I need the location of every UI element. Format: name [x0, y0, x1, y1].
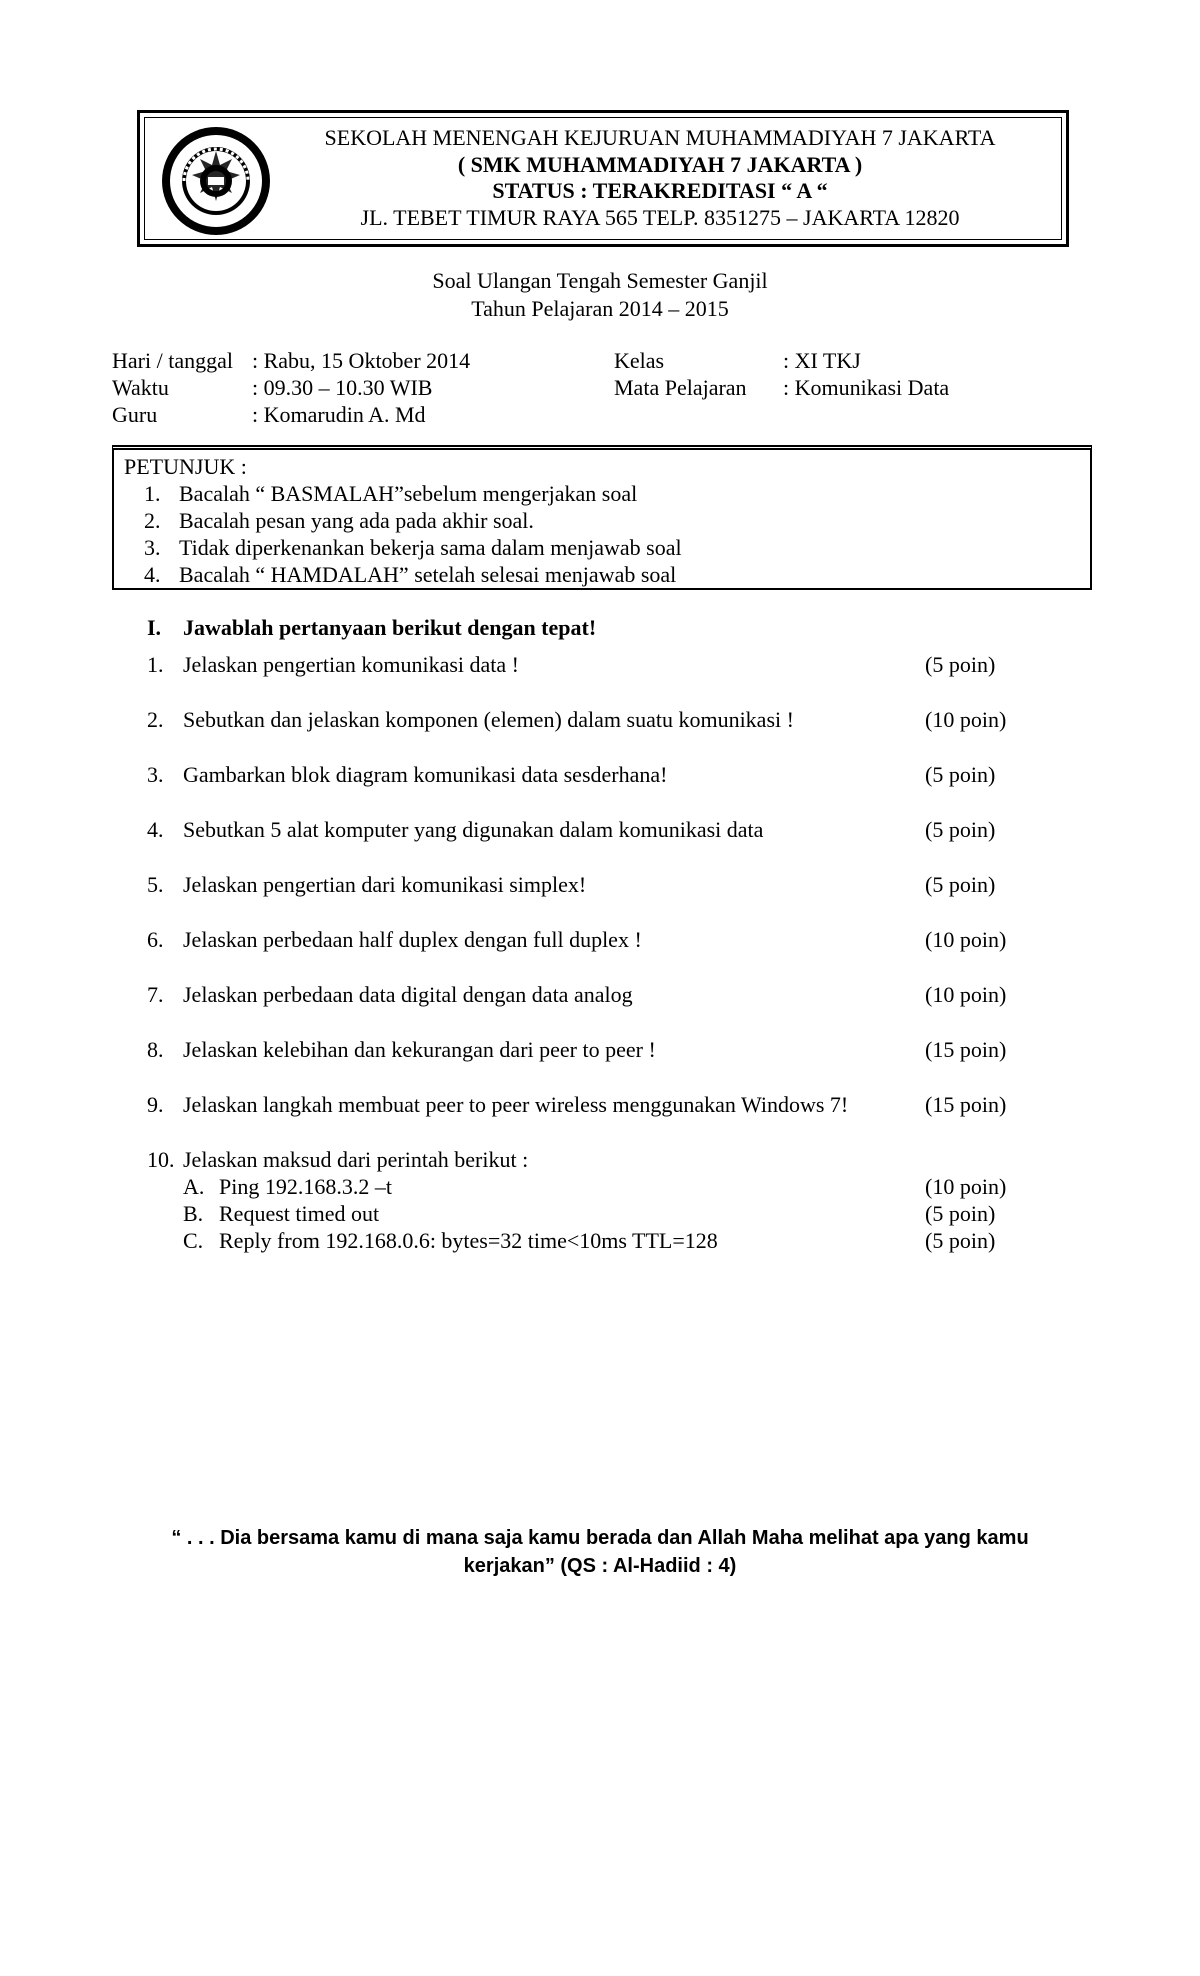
subquestion-points: (5 poin): [925, 1228, 996, 1253]
time-value: : 09.30 – 10.30 WIB: [252, 375, 433, 400]
school-address: JL. TEBET TIMUR RAYA 565 TELP. 8351275 – JAKARTA 12820: [360, 204, 960, 230]
question-item: [147, 1146, 528, 1174]
instruction-text: Bacalah “ BASMALAH”sebelum mengerjakan soal: [179, 481, 638, 506]
question-text: Sebutkan dan jelaskan komponen (elemen) dalam suatu komunikasi !: [183, 707, 794, 732]
subquestion-text: Ping 192.168.3.2 –t: [219, 1174, 392, 1199]
academic-year: Tahun Pelajaran 2014 – 2015: [471, 296, 729, 321]
question-item: [147, 871, 586, 899]
question-text: Jelaskan perbedaan half duplex dengan full duplex !: [183, 927, 642, 952]
subquestion-item: [183, 1200, 379, 1228]
exam-title: Soal Ulangan Tengah Semester Ganjil: [432, 268, 768, 293]
instruction-item: [144, 561, 682, 588]
school-emblem-icon: [160, 125, 272, 237]
question-text: Jelaskan maksud dari perintah berikut :: [183, 1147, 529, 1172]
question-item: [147, 706, 794, 734]
day-label: Hari / tanggal: [112, 348, 233, 373]
subquestion-points: (5 poin): [925, 1201, 996, 1226]
instruction-text: Bacalah pesan yang ada pada akhir soal.: [179, 508, 534, 533]
question-item: [147, 926, 642, 954]
question-number: 10.: [147, 1147, 175, 1172]
subquestion-text: Request timed out: [219, 1201, 380, 1226]
question-points: (10 poin): [925, 982, 1007, 1007]
question-text: Jelaskan kelebihan dan kekurangan dari peer to peer !: [183, 1037, 656, 1062]
instruction-item: [144, 507, 682, 534]
question-points: (5 poin): [925, 817, 996, 842]
question-number: 7.: [147, 982, 164, 1007]
instructions-title: PETUNJUK :: [124, 454, 247, 479]
question-item: [147, 651, 519, 679]
school-header: [137, 110, 1069, 247]
question-number: 9.: [147, 1092, 164, 1117]
subject-label: Mata Pelajaran: [614, 375, 747, 400]
question-points: (5 poin): [925, 762, 996, 787]
question-text: Sebutkan 5 alat komputer yang digunakan dalam komunikasi data: [183, 817, 764, 842]
instructions-list: [144, 480, 682, 588]
quote-line-1: “ . . . Dia bersama kamu di mana saja kamu berada dan Allah Maha melihat apa yang kamu: [171, 1527, 1029, 1549]
question-number: 5.: [147, 872, 164, 897]
question-points: (15 poin): [925, 1037, 1007, 1062]
subquestion-item: [183, 1173, 392, 1201]
question-number: 6.: [147, 927, 164, 952]
instruction-text: Tidak diperkenankan bekerja sama dalam menjawab soal: [179, 535, 682, 560]
question-text: Gambarkan blok diagram komunikasi data sesderhana!: [183, 762, 668, 787]
question-number: 8.: [147, 1037, 164, 1062]
question-item: [147, 1091, 848, 1119]
question-text: Jelaskan pengertian komunikasi data !: [183, 652, 520, 677]
question-item: [147, 761, 667, 789]
instructions-box: [112, 445, 1092, 590]
school-short-name: ( SMK MUHAMMADIYAH 7 JAKARTA ): [457, 151, 863, 177]
section-number: I.: [147, 615, 162, 640]
question-number: 1.: [147, 652, 164, 677]
section-heading: [147, 614, 596, 642]
exam-title-block: [0, 267, 1200, 323]
question-item: [147, 981, 633, 1009]
question-points: (15 poin): [925, 1092, 1007, 1117]
instruction-number: 4.: [144, 562, 161, 587]
instruction-item: [144, 534, 682, 561]
subquestion-letter: A.: [183, 1174, 205, 1199]
question-points: (5 poin): [925, 652, 996, 677]
question-text: Jelaskan perbedaan data digital dengan data analog: [183, 982, 633, 1007]
question-number: 3.: [147, 762, 164, 787]
accreditation-status: STATUS : TERAKREDITASI “ A “: [492, 178, 828, 203]
instruction-text: Bacalah “ HAMDALAH” setelah selesai menjawab soal: [179, 562, 677, 587]
subquestion-points: (10 poin): [925, 1174, 1007, 1199]
subquestion-text: Reply from 192.168.0.6: bytes=32 time<10ms TTL=128: [219, 1228, 718, 1253]
closing-quote: [100, 1524, 1100, 1580]
question-text: Jelaskan pengertian dari komunikasi simplex!: [183, 872, 587, 897]
question-points: (10 poin): [925, 707, 1007, 732]
subquestion-item: [183, 1227, 718, 1255]
question-text: Jelaskan langkah membuat peer to peer wireless menggunakan Windows 7!: [183, 1092, 849, 1117]
subquestion-letter: C.: [183, 1228, 204, 1253]
instruction-number: 3.: [144, 535, 161, 560]
question-item: [147, 816, 763, 844]
section-title: Jawablah pertanyaan berikut dengan tepat!: [183, 615, 597, 640]
school-header-text: [290, 125, 1030, 231]
instruction-item: [144, 480, 682, 507]
quote-line-2: kerjakan” (QS : Al-Hadiid : 4): [463, 1555, 737, 1577]
question-number: 4.: [147, 817, 164, 842]
school-name: SEKOLAH MENENGAH KEJURUAN MUHAMMADIYAH 7 JAKARTA: [324, 125, 996, 150]
class-value: : XI TKJ: [783, 348, 861, 373]
teacher-label: Guru: [112, 402, 158, 427]
question-points: (5 poin): [925, 872, 996, 897]
time-label: Waktu: [112, 375, 169, 400]
teacher-value: : Komarudin A. Md: [252, 402, 426, 427]
day-value: : Rabu, 15 Oktober 2014: [252, 348, 471, 373]
instruction-number: 1.: [144, 481, 161, 506]
instruction-number: 2.: [144, 508, 161, 533]
question-points: (10 poin): [925, 927, 1007, 952]
subject-value: : Komunikasi Data: [783, 375, 950, 400]
question-number: 2.: [147, 707, 164, 732]
subquestion-letter: B.: [183, 1201, 204, 1226]
class-label: Kelas: [614, 348, 665, 373]
question-item: [147, 1036, 656, 1064]
